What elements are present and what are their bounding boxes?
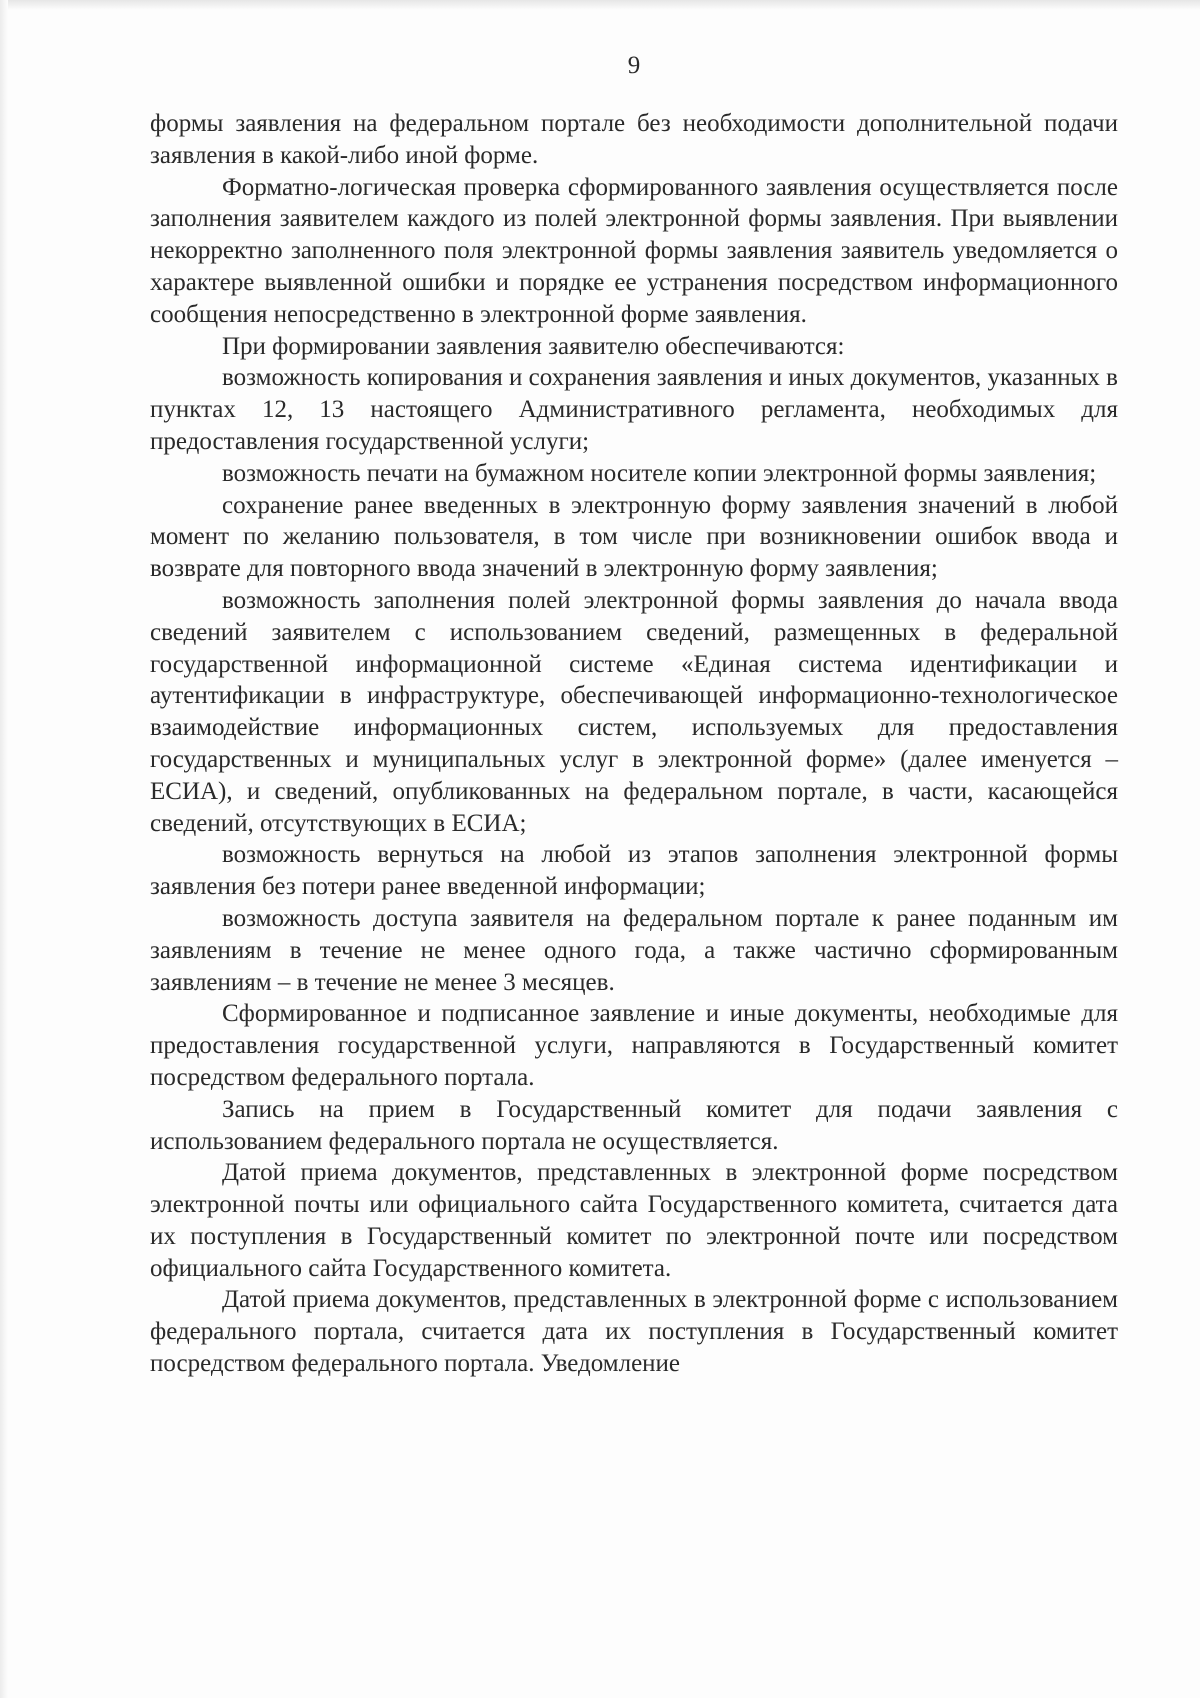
paragraph-save-values: сохранение ранее введенных в электронную форму заявления значений в любой момент по желанию пользователя, в том числе при возникновении ошибок ввода и возврате для повторного ввода значений в электронную форму заявления; — [150, 491, 1118, 583]
paragraph-esia-prefill: возможность заполнения полей электронной формы заявления до начала ввода сведений заявителем с использованием сведений, размещенных в федеральной государственной информационной системе «Единая система идентификации и аутентификации в инфраструктуре, обеспечивающей информационно-технологическое взаимодействие информационных систем, используемых для предоставления государственных и муниципальных услуг в электронной форме» (далее именуется – ЕСИА), и сведений, опубликованных на федеральном портале, в части, касающейся сведений, отсутствующих в ЕСИА; — [150, 586, 1118, 837]
paragraph-portal-receipt-date: Датой приема документов, представленных в электронной форме с использованием федерального портала, считается дата их поступления в Государственный комитет посредством федерального портала. Уведомление — [150, 1286, 1118, 1378]
paragraph-email-receipt-date: Датой приема документов, представленных в электронной форме посредством электронной почты или официального сайта Государственного комитета, считается дата их поступления в Государственный комитет по электронной почте или посредством официального сайта Государственного комитета. — [150, 1159, 1118, 1282]
paragraph-return-step: возможность вернуться на любой из этапов заполнения электронной формы заявления без потери ранее введенной информации; — [150, 841, 1118, 901]
paragraph-print: возможность печати на бумажном носителе копии электронной формы заявления; — [222, 459, 1097, 487]
paragraph-provisions-intro: При формировании заявления заявителю обеспечиваются: — [222, 332, 845, 360]
document-body — [150, 108, 1118, 1380]
paragraph-appointment: Запись на прием в Государственный комитет для подачи заявления с использованием федерального портала не осуществляется. — [150, 1095, 1118, 1155]
page-number: 9 — [627, 52, 641, 79]
paragraph-format-check: Форматно-логическая проверка сформированного заявления осуществляется после заполнения заявителем каждого из полей электронной формы заявления. При выявлении некорректно заполненного поля электронной формы заявления заявитель уведомляется о характере выявленной ошибки и порядке ее устранения посредством информационного сообщения непосредственно в электронной форме заявления. — [150, 173, 1118, 328]
paragraph-access-applications: возможность доступа заявителя на федеральном портале к ранее поданным им заявлениям в течение не менее одного года, а также частично сформированным заявлениям – в течение не менее 3 месяцев. — [150, 904, 1118, 996]
paragraph-continuation: формы заявления на федеральном портале без необходимости дополнительной подачи заявления в какой-либо иной форме. — [150, 110, 1118, 169]
paragraph-copy-save: возможность копирования и сохранения заявления и иных документов, указанных в пунктах 12, 13 настоящего Административного регламента, необходимых для предоставления государственной услуги; — [150, 364, 1118, 455]
scan-edge-left — [0, 0, 8, 1698]
scan-edge-top — [0, 0, 1200, 10]
paragraph-submission: Сформированное и подписанное заявление и иные документы, необходимые для предоставления государственной услуги, направляются в Государственный комитет посредством федерального портала. — [150, 1000, 1118, 1091]
